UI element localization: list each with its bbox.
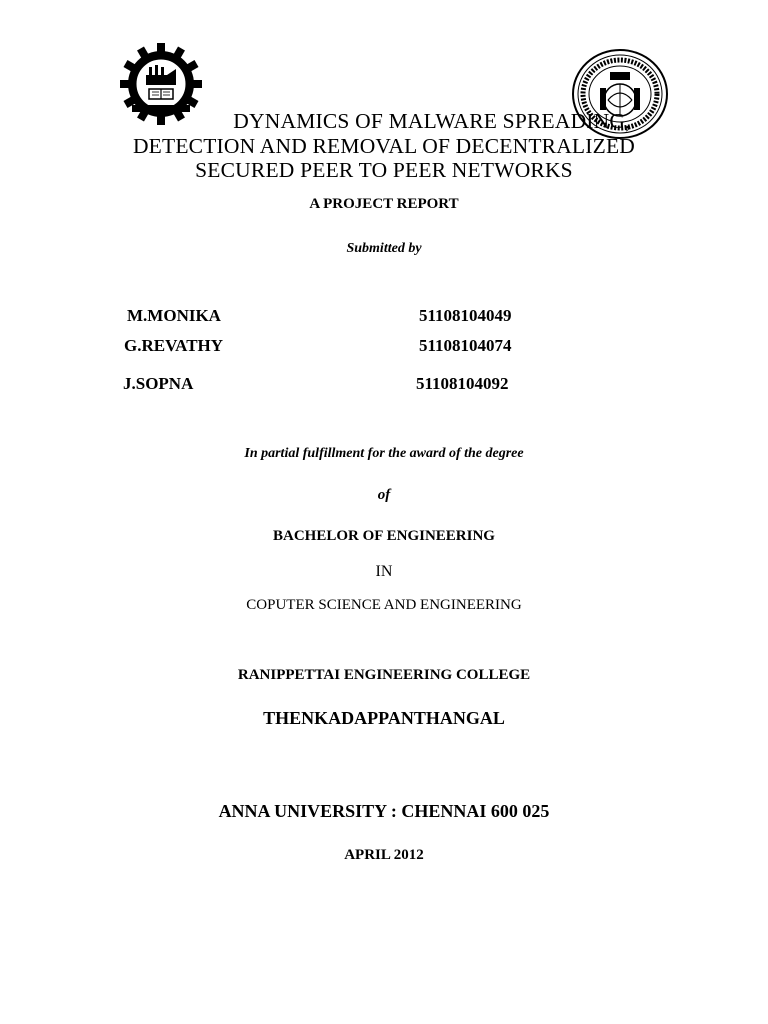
submission-date: APRIL 2012: [344, 847, 424, 863]
student-name: G.REVATHY: [124, 336, 224, 355]
report-type: A PROJECT REPORT: [309, 196, 459, 212]
degree-intro: In partial fulfillment for the award of the degree: [244, 446, 524, 461]
university-name: ANNA UNIVERSITY : CHENNAI 600 025: [218, 801, 550, 821]
student-name: M.MONIKA: [127, 306, 221, 325]
submitted-by-label: Submitted by: [346, 241, 422, 256]
in-text: IN: [375, 563, 393, 580]
college-place: THENKADAPPANTHANGAL: [263, 708, 505, 728]
student-register-number: 51108104074: [419, 336, 512, 355]
student-name: J.SOPNA: [123, 374, 194, 393]
degree-name: BACHELOR OF ENGINEERING: [273, 528, 495, 544]
title-line-1: DYNAMICS OF MALWARE SPREADING,: [233, 109, 631, 133]
student-register-number: 51108104092: [416, 374, 509, 393]
title-line-3: SECURED PEER TO PEER NETWORKS: [195, 158, 573, 182]
title-line-2: DETECTION AND REMOVAL OF DECENTRALIZED: [132, 134, 636, 158]
of-text: of: [377, 487, 391, 503]
student-register-number: 51108104049: [419, 306, 512, 325]
department-name: COPUTER SCIENCE AND ENGINEERING: [246, 597, 522, 613]
college-name: RANIPPETTAI ENGINEERING COLLEGE: [237, 667, 531, 683]
